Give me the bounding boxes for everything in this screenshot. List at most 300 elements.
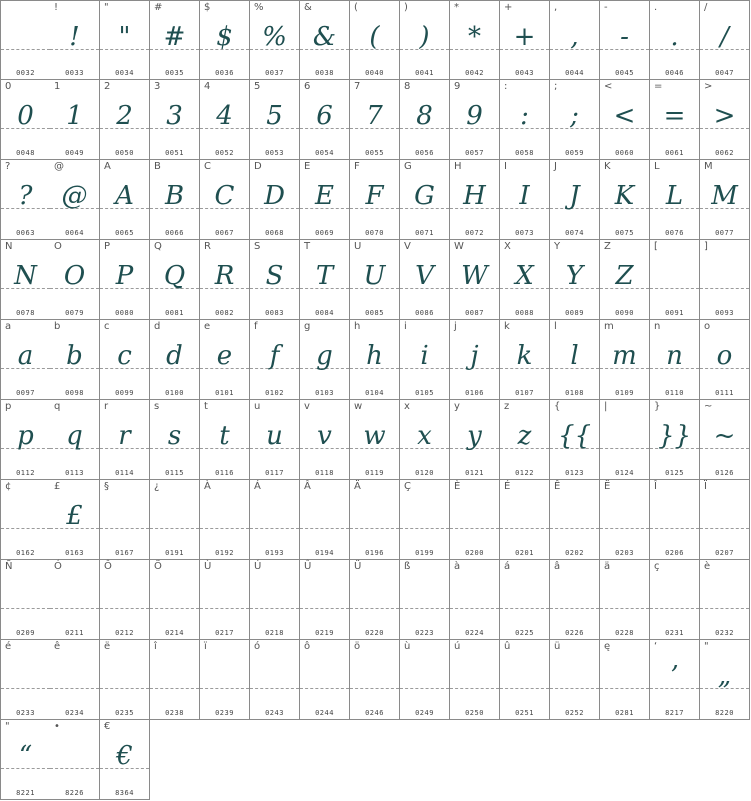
glyph-code: 0064 xyxy=(65,229,84,237)
glyph-sample xyxy=(500,658,549,694)
glyph-cell xyxy=(650,80,700,160)
glyph-sample xyxy=(600,418,649,454)
glyph-cell xyxy=(550,160,600,240)
glyph-code: 0106 xyxy=(465,389,484,397)
glyph-sample xyxy=(650,578,699,614)
glyph-sample xyxy=(300,658,349,694)
glyph-sample: F xyxy=(365,181,384,211)
glyph-cell-label: b xyxy=(54,321,61,332)
glyph-code: 0081 xyxy=(165,309,184,317)
glyph-sample xyxy=(450,658,499,694)
glyph-cell-label: v xyxy=(304,401,310,412)
glyph-cell-label: ï xyxy=(204,641,207,652)
glyph-cell-label: Ï xyxy=(704,481,707,492)
glyph-cell xyxy=(350,560,400,640)
glyph-code: 0249 xyxy=(415,709,434,717)
glyph-sample: p xyxy=(17,421,34,451)
glyph-code: 0087 xyxy=(465,309,484,317)
glyph-cell-label: $ xyxy=(204,2,211,13)
glyph-cell xyxy=(0,480,51,560)
glyph-cell-label: 1 xyxy=(54,81,61,92)
glyph-code: 0111 xyxy=(715,389,734,397)
glyph-cell-label: " xyxy=(704,641,709,652)
glyph-cell-label: : xyxy=(504,81,508,92)
glyph-cell-label: ¢ xyxy=(5,481,12,492)
glyph-cell-label: Ñ xyxy=(5,561,13,572)
glyph-cell xyxy=(100,480,150,560)
glyph-cell-label: j xyxy=(454,321,457,332)
glyph-code: 0252 xyxy=(565,709,584,717)
glyph-sample: O xyxy=(63,261,86,291)
glyph-sample: l xyxy=(570,341,579,371)
glyph-cell xyxy=(350,640,400,720)
glyph-sample: @ xyxy=(61,181,88,211)
glyph-sample xyxy=(350,578,399,614)
glyph-cell xyxy=(600,480,650,560)
glyph-cell-label: * xyxy=(454,2,459,13)
glyph-code: 0228 xyxy=(615,629,634,637)
glyph-cell xyxy=(100,160,150,240)
glyph-sample: H xyxy=(463,181,486,211)
glyph-cell xyxy=(150,0,200,80)
glyph-cell xyxy=(250,80,300,160)
glyph-code: 0223 xyxy=(415,629,434,637)
glyph-cell xyxy=(50,160,100,240)
glyph-cell-label: ; xyxy=(554,81,558,92)
glyph-cell xyxy=(400,560,450,640)
glyph-sample: ? xyxy=(18,181,33,211)
glyph-code: 0074 xyxy=(565,229,584,237)
glyph-sample xyxy=(500,578,549,614)
glyph-sample: + xyxy=(513,22,536,52)
glyph-code: 0107 xyxy=(515,389,534,397)
glyph-code: 0072 xyxy=(465,229,484,237)
glyph-sample: Q xyxy=(163,261,186,291)
glyph-sample: T xyxy=(315,261,334,291)
glyph-cell xyxy=(550,80,600,160)
glyph-code: 0050 xyxy=(115,149,134,157)
glyph-code: 0251 xyxy=(515,709,534,717)
glyph-sample: d xyxy=(166,341,183,371)
glyph-cell xyxy=(500,240,550,320)
glyph-cell-label: G xyxy=(404,161,412,172)
glyph-cell xyxy=(100,80,150,160)
glyph-sample: & xyxy=(312,22,337,52)
glyph-cell xyxy=(300,240,350,320)
glyph-code: 0071 xyxy=(415,229,434,237)
glyph-cell-label: r xyxy=(104,401,109,412)
glyph-cell-label: + xyxy=(504,2,513,13)
glyph-cell xyxy=(250,480,300,560)
glyph-sample: v xyxy=(317,421,332,451)
glyph-code: 0109 xyxy=(615,389,634,397)
glyph-code: 0083 xyxy=(265,309,284,317)
glyph-cell xyxy=(100,640,150,720)
glyph-code: 0238 xyxy=(165,709,184,717)
glyph-sample: M xyxy=(711,181,738,211)
glyph-cell xyxy=(450,0,500,80)
glyph-sample: * xyxy=(468,22,481,52)
glyph-cell-label: 8 xyxy=(404,81,411,92)
glyph-sample: x xyxy=(417,421,432,451)
glyph-code: 0090 xyxy=(615,309,634,317)
glyph-code: 0088 xyxy=(515,309,534,317)
glyph-code: 0162 xyxy=(16,549,35,557)
glyph-sample: f xyxy=(269,341,280,371)
glyph-cell-label: É xyxy=(504,481,511,492)
glyph-code: 0281 xyxy=(615,709,634,717)
glyph-sample: 3 xyxy=(166,101,183,131)
glyph-sample xyxy=(650,498,699,534)
glyph-cell xyxy=(50,320,100,400)
glyph-cell-label: q xyxy=(54,401,61,412)
glyph-sample: U xyxy=(363,261,386,291)
glyph-cell-label: ‘ xyxy=(654,641,658,652)
glyph-cell-label: W xyxy=(454,241,464,252)
glyph-code: 0125 xyxy=(665,469,684,477)
glyph-sample xyxy=(100,658,149,694)
glyph-cell-label: Ó xyxy=(54,561,62,572)
glyph-cell-label: o xyxy=(704,321,711,332)
glyph-cell-label: ) xyxy=(404,2,408,13)
glyph-cell xyxy=(300,560,350,640)
glyph-cell xyxy=(400,400,450,480)
glyph-sample: c xyxy=(117,341,132,371)
glyph-cell-label: À xyxy=(204,481,211,492)
glyph-cell xyxy=(250,160,300,240)
glyph-cell-label: 9 xyxy=(454,81,461,92)
glyph-code: 0033 xyxy=(65,69,84,77)
glyph-cell xyxy=(200,80,250,160)
glyph-sample: ~ xyxy=(713,421,736,451)
glyph-cell-label: Î xyxy=(654,481,657,492)
glyph-code: 8364 xyxy=(115,789,134,797)
glyph-cell xyxy=(400,0,450,80)
glyph-cell xyxy=(650,0,700,80)
glyph-code: 8217 xyxy=(665,709,684,717)
glyph-cell-label: n xyxy=(654,321,661,332)
glyph-sample xyxy=(200,658,249,694)
glyph-cell xyxy=(450,560,500,640)
glyph-cell xyxy=(700,320,750,400)
glyph-code: 0099 xyxy=(115,389,134,397)
glyph-cell-label: I xyxy=(504,161,507,172)
glyph-cell xyxy=(450,160,500,240)
glyph-code: 0041 xyxy=(415,69,434,77)
glyph-cell xyxy=(650,480,700,560)
glyph-code: 0121 xyxy=(465,469,484,477)
glyph-cell-label: Ê xyxy=(554,481,561,492)
glyph-cell xyxy=(0,560,51,640)
glyph-code: 0091 xyxy=(665,309,684,317)
glyph-cell xyxy=(0,240,51,320)
glyph-code: 0163 xyxy=(65,549,84,557)
glyph-code: 0192 xyxy=(215,549,234,557)
glyph-cell xyxy=(0,160,51,240)
glyph-sample xyxy=(600,498,649,534)
glyph-cell-label: ë xyxy=(104,641,111,652)
glyph-code: 0040 xyxy=(365,69,384,77)
glyph-cell-label: ¿ xyxy=(154,481,160,492)
glyph-cell-label: V xyxy=(404,241,411,252)
glyph-cell-label: ę xyxy=(604,641,611,652)
glyph-sample xyxy=(700,578,749,614)
glyph-cell xyxy=(250,240,300,320)
glyph-code: 0113 xyxy=(65,469,84,477)
glyph-code: 0056 xyxy=(415,149,434,157)
glyph-sample: . xyxy=(670,22,679,52)
glyph-sample: € xyxy=(116,741,133,771)
glyph-cell xyxy=(550,0,600,80)
glyph-sample xyxy=(200,578,249,614)
glyph-cell xyxy=(600,320,650,400)
glyph-cell-label: ä xyxy=(604,561,611,572)
glyph-cell xyxy=(700,560,750,640)
glyph-cell xyxy=(150,640,200,720)
glyph-cell-label: Ë xyxy=(604,481,611,492)
glyph-cell-label: Á xyxy=(254,481,261,492)
glyph-sample: b xyxy=(66,341,83,371)
glyph-cell xyxy=(200,320,250,400)
glyph-cell-label: Z xyxy=(604,241,611,252)
glyph-code: 0244 xyxy=(315,709,334,717)
glyph-sample: m xyxy=(612,341,637,371)
glyph-sample: u xyxy=(266,421,283,451)
glyph-sample: £ xyxy=(66,501,83,531)
glyph-code: 0200 xyxy=(465,549,484,557)
glyph-cell-label: Ä xyxy=(354,481,361,492)
glyph-cell-label: # xyxy=(154,2,163,13)
glyph-code: 0110 xyxy=(665,389,684,397)
glyph-cell-label: Ú xyxy=(254,561,262,572)
glyph-cell xyxy=(50,720,100,800)
glyph-sample: S xyxy=(265,261,284,291)
glyph-sample: C xyxy=(214,181,235,211)
glyph-code: 0239 xyxy=(215,709,234,717)
glyph-sample xyxy=(400,658,449,694)
glyph-cell xyxy=(600,400,650,480)
glyph-cell xyxy=(350,160,400,240)
glyph-code: 0207 xyxy=(715,549,734,557)
glyph-cell-label: w xyxy=(354,401,363,412)
glyph-sample: " xyxy=(118,22,131,52)
glyph-cell-label: 5 xyxy=(254,81,261,92)
glyph-sample: B xyxy=(164,181,185,211)
glyph-cell-label: e xyxy=(204,321,211,332)
glyph-code: 0193 xyxy=(265,549,284,557)
glyph-code: 0103 xyxy=(315,389,334,397)
glyph-cell xyxy=(650,240,700,320)
glyph-sample xyxy=(550,658,599,694)
glyph-cell-label: ! xyxy=(54,2,59,13)
glyph-sample: ) xyxy=(419,22,430,52)
glyph-cell-label: Y xyxy=(554,241,561,252)
glyph-sample xyxy=(50,578,99,614)
glyph-cell xyxy=(350,240,400,320)
glyph-cell xyxy=(450,400,500,480)
glyph-cell xyxy=(550,400,600,480)
glyph-sample: X xyxy=(515,261,534,291)
glyph-cell-label: t xyxy=(204,401,208,412)
glyph-sample xyxy=(350,658,399,694)
glyph-code: 0046 xyxy=(665,69,684,77)
glyph-cell xyxy=(200,560,250,640)
glyph-sample: = xyxy=(663,101,686,131)
glyph-code: 0051 xyxy=(165,149,184,157)
glyph-cell xyxy=(250,320,300,400)
glyph-cell-label: ú xyxy=(454,641,461,652)
glyph-code: 0231 xyxy=(665,629,684,637)
glyph-sample: o xyxy=(716,341,733,371)
glyph-sample xyxy=(550,578,599,614)
glyph-sample xyxy=(1,498,50,534)
glyph-code: 0212 xyxy=(115,629,134,637)
glyph-code: 0058 xyxy=(515,149,534,157)
glyph-code: 8221 xyxy=(16,789,35,797)
glyph-cell xyxy=(250,0,300,80)
glyph-sample xyxy=(1,19,50,55)
glyph-cell xyxy=(100,240,150,320)
glyph-sample: t xyxy=(219,421,230,451)
glyph-cell-label: U xyxy=(354,241,362,252)
glyph-sample: % xyxy=(262,22,287,52)
glyph-cell-label: } xyxy=(654,401,661,412)
glyph-code: 0194 xyxy=(315,549,334,557)
glyph-cell xyxy=(150,240,200,320)
glyph-cell-label: • xyxy=(54,721,60,732)
glyph-code: 0065 xyxy=(115,229,134,237)
glyph-cell-label: > xyxy=(704,81,713,92)
glyph-sample: h xyxy=(366,341,383,371)
glyph-cell xyxy=(650,320,700,400)
glyph-cell xyxy=(700,240,750,320)
glyph-cell xyxy=(400,320,450,400)
glyph-cell-label: c xyxy=(104,321,110,332)
glyph-code: 0218 xyxy=(265,629,284,637)
glyph-code: 0167 xyxy=(115,549,134,557)
glyph-cell-label: Ù xyxy=(204,561,212,572)
glyph-cell xyxy=(150,80,200,160)
glyph-cell-label: € xyxy=(104,721,111,732)
glyph-cell xyxy=(350,320,400,400)
glyph-cell xyxy=(50,0,100,80)
glyph-code: 0233 xyxy=(16,709,35,717)
glyph-cell xyxy=(450,480,500,560)
glyph-sample xyxy=(150,578,199,614)
glyph-code: 0055 xyxy=(365,149,384,157)
glyph-code: 0191 xyxy=(165,549,184,557)
glyph-cell xyxy=(550,480,600,560)
glyph-sample: K xyxy=(614,181,635,211)
glyph-code: 0047 xyxy=(715,69,734,77)
glyph-sample: g xyxy=(316,341,333,371)
glyph-sample xyxy=(300,578,349,614)
glyph-sample: - xyxy=(620,22,629,52)
glyph-code: 0080 xyxy=(115,309,134,317)
glyph-sample: Y xyxy=(565,261,584,291)
glyph-sample xyxy=(450,578,499,614)
glyph-sample: j xyxy=(470,341,479,371)
glyph-sample: 2 xyxy=(116,101,133,131)
glyph-cell xyxy=(300,640,350,720)
glyph-cell-label: m xyxy=(604,321,614,332)
glyph-sample: R xyxy=(214,261,235,291)
glyph-code: 0060 xyxy=(615,149,634,157)
glyph-cell-label: ô xyxy=(304,641,311,652)
glyph-code: 0048 xyxy=(16,149,35,157)
glyph-sample xyxy=(600,578,649,614)
glyph-cell-label: | xyxy=(604,401,608,412)
glyph-sample xyxy=(1,578,50,614)
glyph-code: 0038 xyxy=(315,69,334,77)
glyph-sample: 7 xyxy=(366,101,383,131)
glyph-code: 0077 xyxy=(715,229,734,237)
glyph-code: 0126 xyxy=(715,469,734,477)
glyph-cell xyxy=(600,640,650,720)
glyph-cell xyxy=(300,80,350,160)
glyph-sample: s xyxy=(167,421,182,451)
glyph-cell xyxy=(0,80,51,160)
glyph-sample xyxy=(350,498,399,534)
glyph-sample xyxy=(100,578,149,614)
glyph-cell-label: ö xyxy=(354,641,361,652)
glyph-code: 0042 xyxy=(465,69,484,77)
glyph-cell xyxy=(400,160,450,240)
glyph-cell-label: A xyxy=(104,161,111,172)
glyph-cell-label: î xyxy=(154,641,157,652)
glyph-code: 0061 xyxy=(665,149,684,157)
glyph-sample: 1 xyxy=(66,101,83,131)
glyph-cell xyxy=(0,720,51,800)
glyph-cell xyxy=(450,640,500,720)
glyph-sample: ( xyxy=(369,22,380,52)
glyph-cell xyxy=(400,240,450,320)
glyph-cell-label: Ô xyxy=(104,561,112,572)
glyph-cell-label: g xyxy=(304,321,311,332)
glyph-code: 0250 xyxy=(465,709,484,717)
glyph-cell xyxy=(200,160,250,240)
glyph-sample: W xyxy=(461,261,488,291)
glyph-code: 0214 xyxy=(165,629,184,637)
glyph-cell-label: z xyxy=(504,401,510,412)
glyph-code: 0084 xyxy=(315,309,334,317)
glyph-sample: P xyxy=(115,261,134,291)
glyph-sample: N xyxy=(14,261,37,291)
glyph-cell-label: s xyxy=(154,401,160,412)
glyph-cell-label: ( xyxy=(354,2,358,13)
glyph-cell xyxy=(100,400,150,480)
glyph-code: 0068 xyxy=(265,229,284,237)
glyph-cell-label: ü xyxy=(554,641,561,652)
glyph-cell-label: E xyxy=(304,161,311,172)
glyph-sample xyxy=(150,658,199,694)
glyph-cell-label: R xyxy=(204,241,211,252)
glyph-sample: 6 xyxy=(316,101,333,131)
glyph-code: 0220 xyxy=(365,629,384,637)
glyph-code: 0115 xyxy=(165,469,184,477)
glyph-cell xyxy=(500,160,550,240)
glyph-code: 0114 xyxy=(115,469,134,477)
glyph-sample: }} xyxy=(657,421,692,451)
glyph-sample: a xyxy=(17,341,34,371)
glyph-cell-label: @ xyxy=(54,161,64,172)
glyph-cell-label: à xyxy=(454,561,461,572)
glyph-cell xyxy=(0,640,51,720)
glyph-sample: < xyxy=(613,101,636,131)
glyph-cell xyxy=(600,240,650,320)
glyph-cell-label: x xyxy=(404,401,410,412)
glyph-code: 0049 xyxy=(65,149,84,157)
